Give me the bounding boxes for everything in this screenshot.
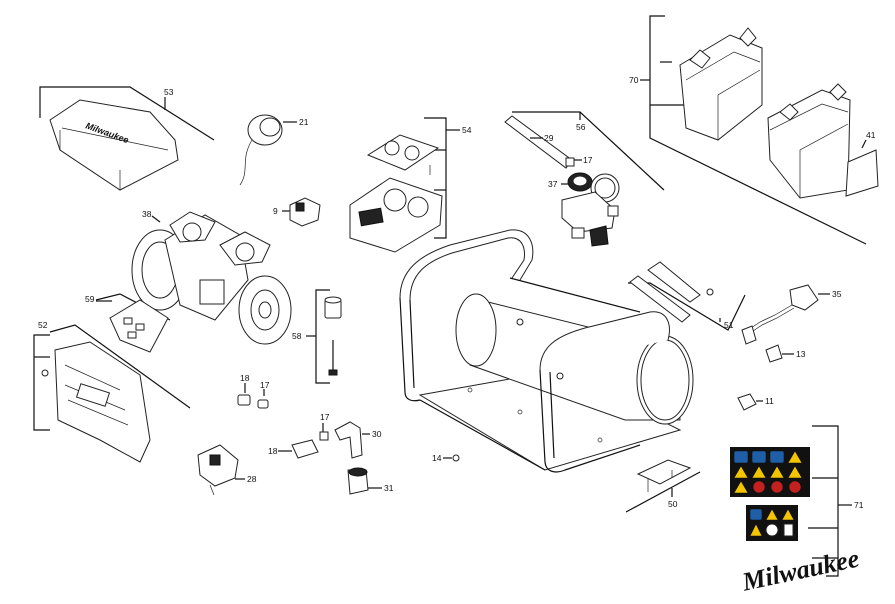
label-52: 52	[38, 320, 48, 330]
label-53: 53	[164, 87, 174, 97]
label-31: 31	[384, 483, 394, 493]
part-56-manifold	[505, 112, 664, 246]
part-13-clamp	[766, 345, 794, 362]
part-9-switch	[282, 198, 320, 226]
part-35-cord-assembly	[742, 285, 830, 344]
svg-text:Milwaukee: Milwaukee	[84, 120, 131, 146]
milwaukee-logo: Milwaukee	[739, 543, 862, 597]
label-38: 38	[142, 209, 152, 219]
part-11-cap	[738, 394, 763, 410]
part-58-spacer-bolt	[306, 290, 341, 383]
part-50-foot	[626, 460, 700, 512]
label-17a: 17	[583, 155, 593, 165]
label-54: 54	[462, 125, 472, 135]
part-14-screw	[443, 455, 459, 461]
label-30: 30	[372, 429, 382, 439]
label-21: 21	[299, 117, 309, 127]
label-58: 58	[292, 331, 302, 341]
label-17c: 17	[320, 412, 330, 422]
label-29: 29	[544, 133, 554, 143]
part-52-front-panel	[34, 325, 190, 462]
label-18b: 18	[268, 446, 278, 456]
label-71: 71	[854, 500, 864, 510]
part-28-valve	[198, 445, 245, 495]
label-37: 37	[548, 179, 558, 189]
label-35: 35	[832, 289, 842, 299]
label-56: 56	[576, 122, 586, 132]
label-70: 70	[629, 75, 639, 85]
part-54-gauge-panel	[350, 118, 460, 252]
part-30-31-fittings	[278, 422, 382, 494]
part-21-motor	[240, 115, 297, 185]
label-11: 11	[765, 396, 774, 406]
part-70-brackets	[640, 16, 878, 244]
label-17b: 17	[260, 380, 270, 390]
label-28: 28	[247, 474, 257, 484]
label-51: 51	[724, 320, 734, 330]
label-14: 14	[432, 453, 442, 463]
tank-and-frame	[400, 230, 693, 472]
label-18a: 18	[240, 373, 250, 383]
label-13: 13	[796, 349, 806, 359]
label-59: 59	[85, 294, 95, 304]
part-53-shroud	[40, 87, 214, 190]
label-41: 41	[866, 130, 876, 140]
label-50: 50	[668, 499, 678, 509]
label-9: 9	[273, 206, 278, 216]
